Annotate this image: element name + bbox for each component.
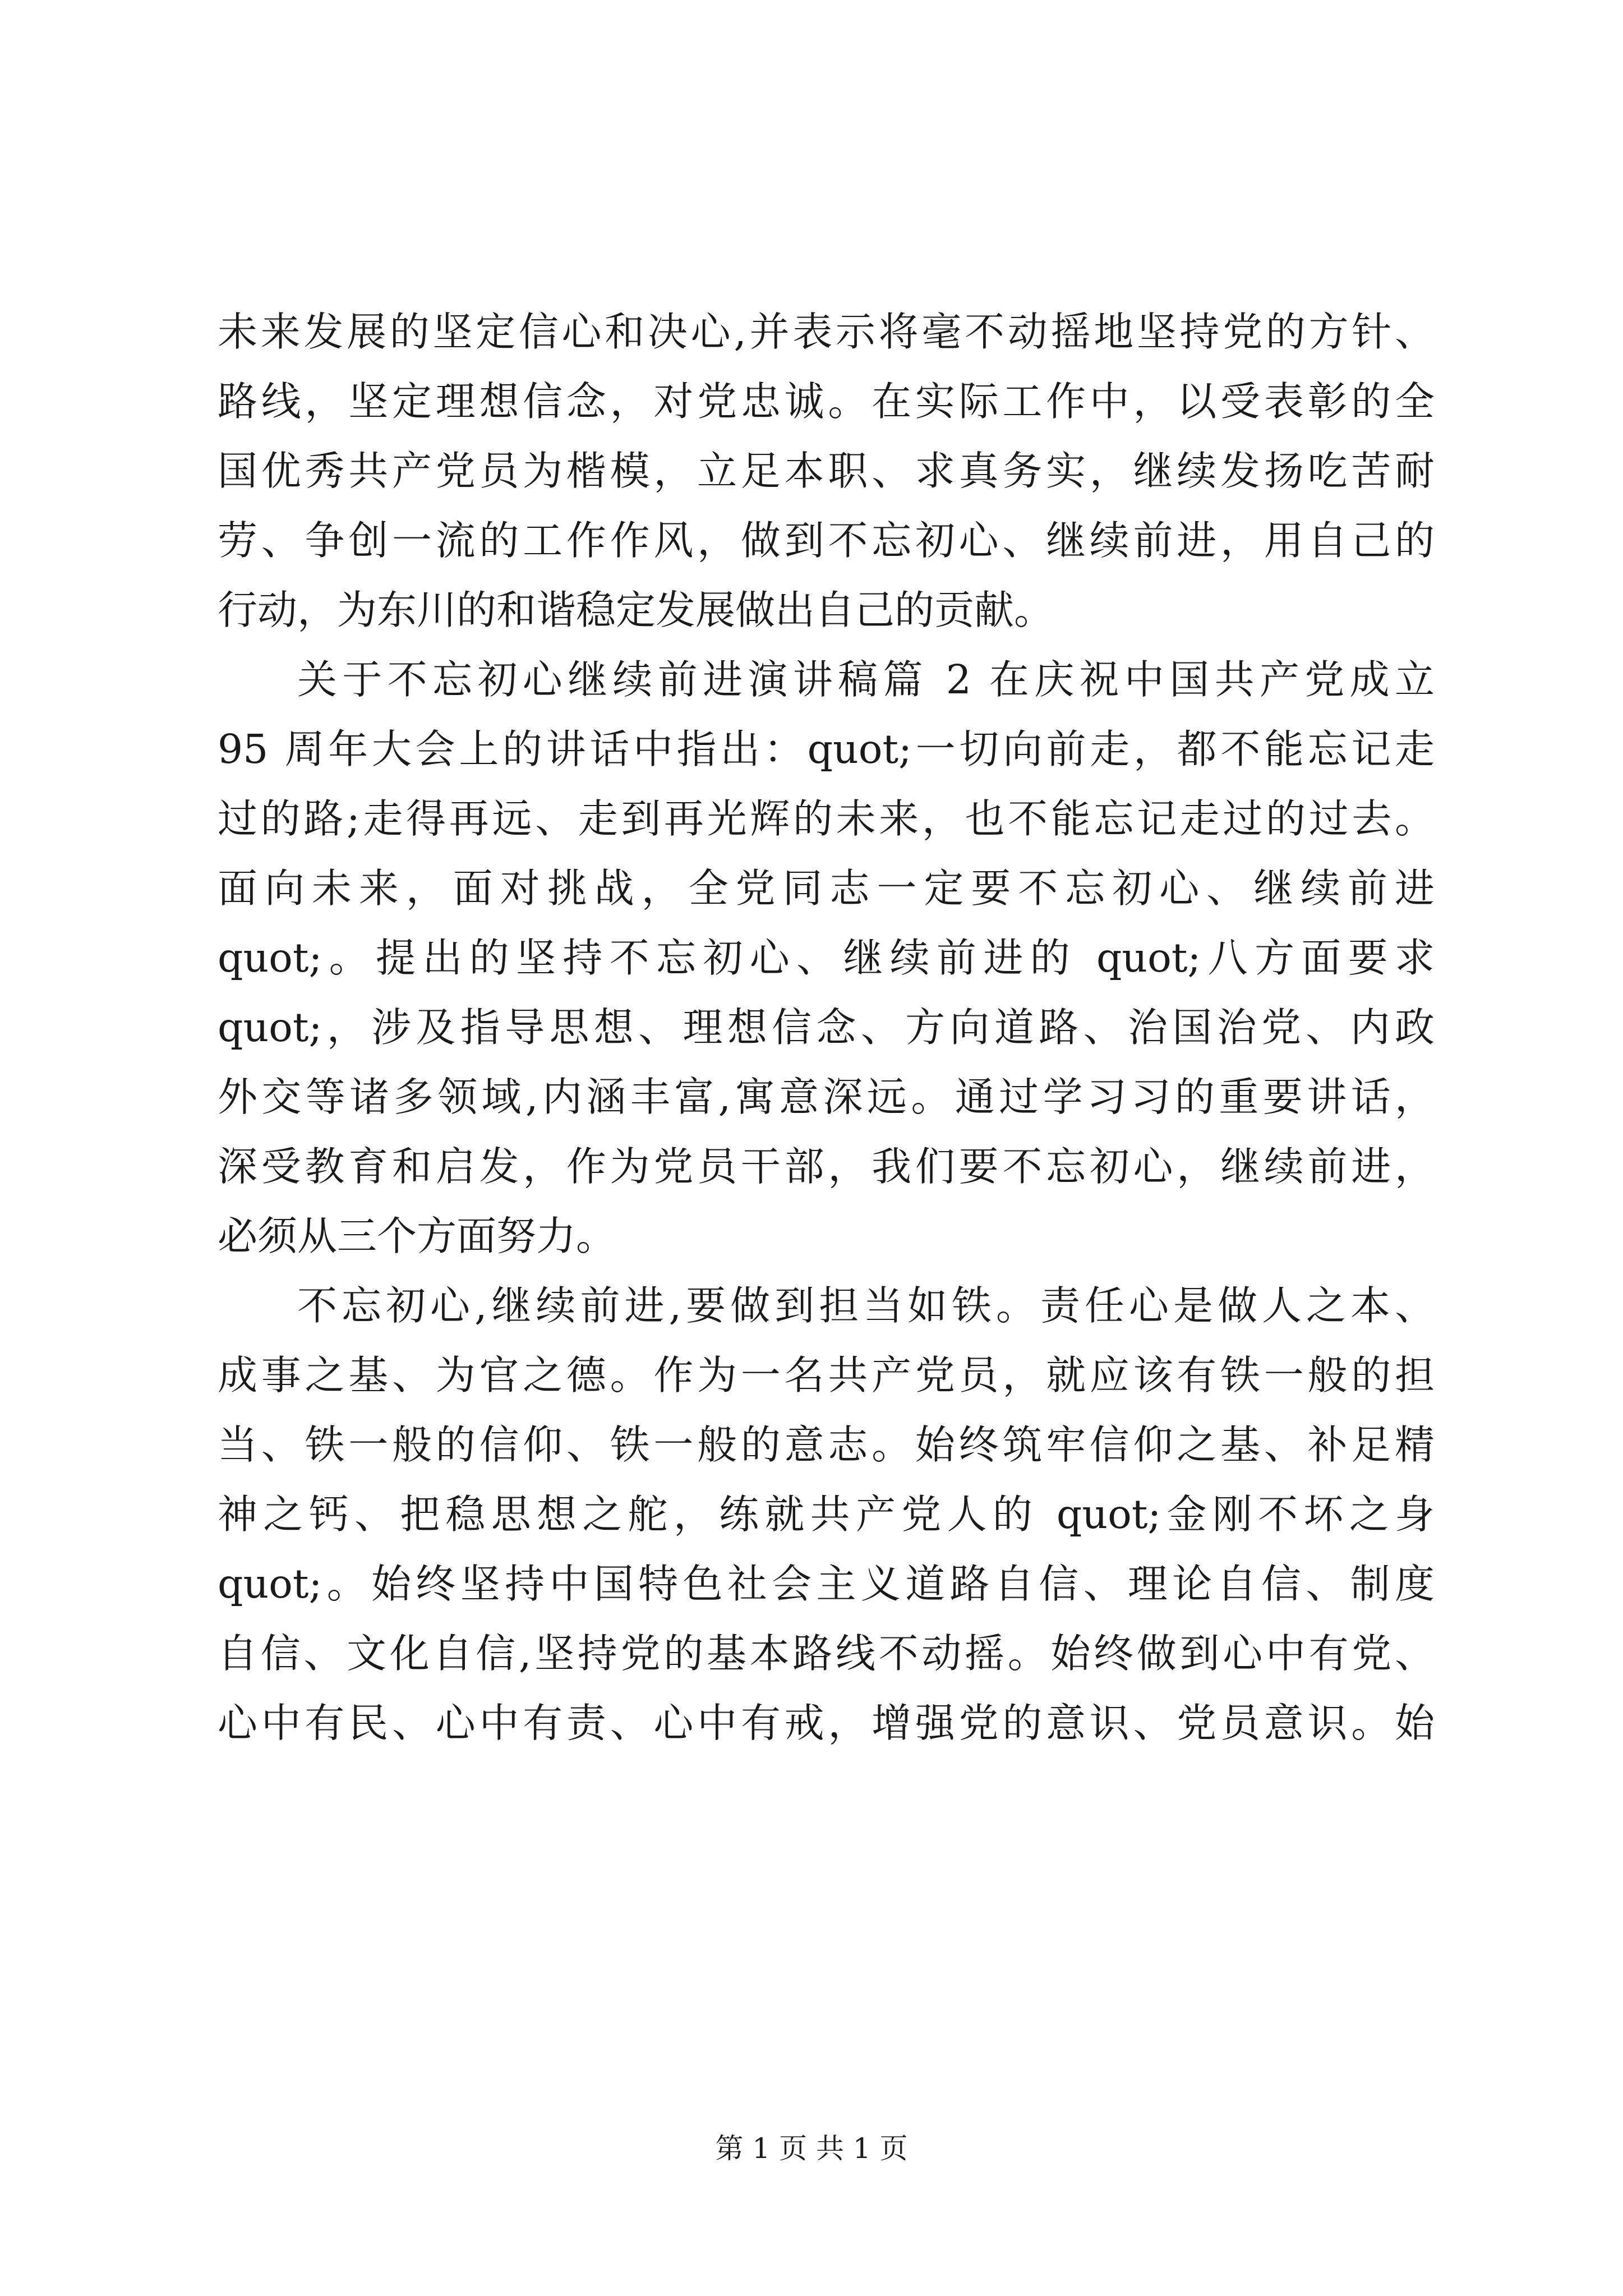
text-line: 深受教育和启发，作为党员干部，我们要不忘初心，继续前进， [218,1143,1435,1190]
text-line: 95 周年大会上的讲话中指出：quot;一切向前走，都不能忘记走 [218,726,1435,772]
text-line: 必须从三个方面努力。 [218,1213,616,1259]
text-line: 行动，为东川的和谐稳定发展做出自己的贡献。 [218,587,1054,633]
text-line: 神之钙、把稳思想之舵，练就共产党人的 quot;金刚不坏之身 [218,1491,1435,1538]
text-line: 面向未来，面对挑战，全党同志一定要不忘初心、继续前进 [218,865,1435,912]
text-line: 未来发展的坚定信心和决心,并表示将毫不动摇地坚持党的方针、 [218,309,1435,355]
text-line: 路线，坚定理想信念，对党忠诚。在实际工作中，以受表彰的全 [218,378,1435,425]
text-line: 过的路;走得再远、走到再光辉的未来，也不能忘记走过的过去。 [218,795,1435,842]
text-line: quot;。始终坚持中国特色社会主义道路自信、理论自信、制度 [218,1561,1435,1607]
text-line: 外交等诸多领域,内涵丰富,寓意深远。通过学习习的重要讲话， [218,1074,1435,1120]
paragraph-first-line: 不忘初心,继续前进,要做到担当如铁。责任心是做人之本、 [297,1282,1435,1329]
text-line: 当、铁一般的信仰、铁一般的意志。始终筑牢信仰之基、补足精 [218,1421,1435,1468]
text-line: 国优秀共产党员为楷模，立足本职、求真务实，继续发扬吃苦耐 [218,448,1435,494]
document-body [218,297,1435,1758]
text-line: 成事之基、为官之德。作为一名共产党员，就应该有铁一般的担 [218,1352,1435,1398]
text-line: 自信、文化自信,坚持党的基本路线不动摇。始终做到心中有党、 [218,1630,1435,1677]
paragraph-first-line: 关于不忘初心继续前进演讲稿篇 2 在庆祝中国共产党成立 [297,656,1435,703]
text-line: quot;。提出的坚持不忘初心、继续前进的 quot;八方面要求 [218,935,1435,981]
text-line: 心中有民、心中有责、心中有戒，增强党的意识、党员意识。始 [218,1700,1435,1746]
page-footer: 第 1 页 共 1 页 [715,2132,908,2165]
text-line: 劳、争创一流的工作作风，做到不忘初心、继续前进，用自己的 [218,517,1435,564]
text-line: quot;，涉及指导思想、理想信念、方向道路、治国治党、内政 [218,1004,1435,1051]
